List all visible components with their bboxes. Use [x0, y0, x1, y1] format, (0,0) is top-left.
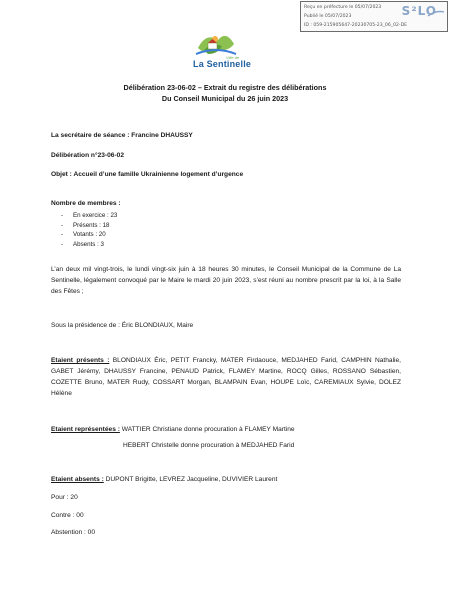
- object-line: Objet : Accueil d’une famille Ukrainienne logement d’urgence: [51, 171, 244, 178]
- stamp-received: Reçu en préfecture le 05/07/2023: [304, 5, 382, 10]
- logo-ville-text: Ville de: [226, 55, 240, 60]
- members-title: Nombre de membres :: [51, 200, 121, 207]
- represented-proxy-1: WATTIER Christiane donne procuration à FLAMEY Martine: [119, 426, 295, 433]
- swoosh-icon: [427, 10, 445, 18]
- count-absents: - Absents : 3: [61, 240, 104, 248]
- count-en-exercice: - En exercice : 23: [61, 212, 118, 219]
- logo-town-name: La Sentinelle: [193, 59, 252, 69]
- count-votants: - Votants : 20: [61, 231, 106, 239]
- vote-pour: Pour : 20: [51, 494, 78, 501]
- document-subtitle: Du Conseil Municipal du 26 juin 2023: [161, 94, 289, 103]
- absent-label: Etaient absents :: [51, 476, 104, 483]
- represented-label: Etaient représentées :: [51, 426, 120, 433]
- secretary-line: La secrétaire de séance : Francine DHAUSSY: [51, 132, 193, 139]
- s2lo-logo: S²LO: [401, 4, 437, 18]
- intro-paragraph: L’an deux mil vingt-trois, le lundi vingt-six juin à 18 heures 30 minutes, le Conseil Municipal de la Commune de La Sentinelle, légalement convoqué par le Maire le mardi 20 juin 2023, s’est réuni au nombre prescrit par la loi, à la Salle des Fêtes ;: [51, 266, 401, 295]
- stamp-published: Publié le 05/07/2023: [304, 14, 352, 19]
- present-names: BLONDIAUX Éric, PETIT Francky, MATER Firdaouce, MEDJAHED Farid, CAMPHIN Nathalie, GABET Jérémy, DHAUSSY Francine, PENAUD Patrick, FLAMEY Martine, ROCQ Gilles, ROSSANO Sébastien, COZETTE Bruno, MATER Rudy, COSSART Morgan, BLAMPAIN Evan, HOUPE Loïc, CAREMIAUX Sylvie, DOLEZ Hélène: [51, 357, 401, 397]
- represented-line-1: [51, 426, 295, 433]
- document-title: Délibération 23-06-02 – Extrait du registre des délibérations: [123, 83, 327, 92]
- stamp-id: ID : 059-215905647-20230705-23_06_02-DE: [304, 23, 408, 28]
- deliberation-number: Délibération n°23-06-02: [51, 152, 124, 159]
- absent-names: DUPONT Brigitte, LEVREZ Jacqueline, DUVIVIER Laurent: [103, 476, 278, 483]
- prefecture-stamp: [300, 1, 448, 32]
- vote-abstention: Abstention : 00: [51, 529, 95, 536]
- absent-line: [51, 476, 277, 483]
- members-counts: [61, 211, 117, 249]
- present-paragraph: [51, 355, 401, 399]
- vote-contre: Contre : 00: [51, 512, 84, 519]
- count-presents: - Présents : 18: [61, 221, 110, 229]
- present-label: Etaient présents :: [51, 357, 110, 364]
- presidency-line: Sous la présidence de : Éric BLONDIAUX, Maire: [51, 322, 194, 329]
- represented-proxy-2: HEBERT Christelle donne procuration à MEDJAHED Farid: [123, 442, 295, 449]
